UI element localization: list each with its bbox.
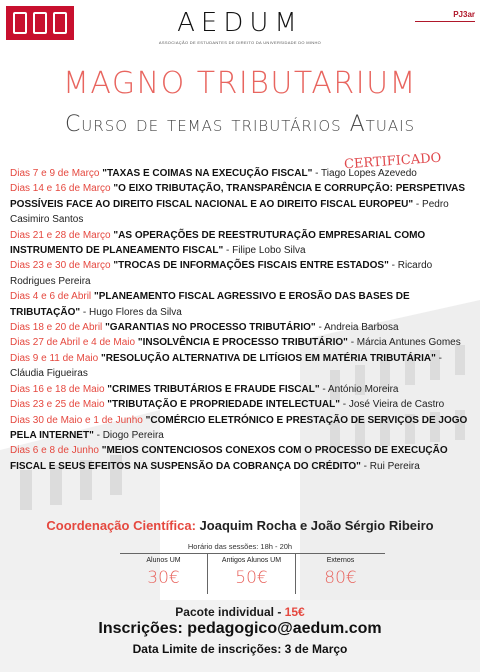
partner-divider bbox=[415, 21, 475, 22]
price-column bbox=[296, 554, 385, 594]
session-date: Dias 4 e 6 de Abril bbox=[10, 291, 92, 303]
session-speaker: - Ricardo Rodrigues Pereira bbox=[10, 260, 433, 287]
session-date: Dias 6 e 8 de Junho bbox=[10, 445, 99, 457]
session-item bbox=[10, 289, 472, 320]
partner-logo bbox=[405, 10, 475, 44]
price-label: Antigos Alunos UM bbox=[221, 557, 282, 564]
session-title: "PLANEAMENTO FISCAL AGRESSIVO E EROSÃO DAS BASES DE TRIBUTAÇÃO" bbox=[10, 291, 410, 318]
session-speaker: - Pedro Casimiro Santos bbox=[10, 198, 449, 226]
session-item bbox=[10, 181, 472, 227]
session-item bbox=[10, 320, 472, 335]
session-title: "INSOLVÊNCIA E PROCESSO TRIBUTÁRIO" bbox=[137, 337, 348, 349]
session-speaker: - Andreia Barbosa bbox=[315, 322, 399, 334]
session-date: Dias 30 de Maio e 1 de Junho bbox=[10, 414, 143, 426]
session-date: Dias 7 e 9 de Março bbox=[10, 168, 100, 179]
program-list bbox=[10, 166, 472, 474]
certificado-stamp: CERTIFICADO bbox=[343, 150, 442, 173]
session-speaker: -Cláudia Figueiras bbox=[10, 352, 442, 380]
coordination-line bbox=[0, 518, 480, 533]
session-speaker: - Hugo Flores da Silva bbox=[80, 306, 182, 318]
partner-name: PJ3ar bbox=[453, 10, 475, 19]
session-speaker: - José Vieira de Castro bbox=[339, 399, 445, 411]
session-schedule: Horário das sessões: 18h - 20h bbox=[187, 542, 293, 551]
page-title: MAGNO TRIBUTARIUM bbox=[63, 66, 417, 101]
session-title: "TAXAS E COIMAS NA EXECUÇÃO FISCAL" bbox=[102, 168, 313, 179]
session-speaker: - Diogo Pereira bbox=[93, 429, 164, 441]
price-column bbox=[208, 554, 296, 594]
session-item bbox=[10, 443, 472, 474]
session-title: "RESOLUÇÃO ALTERNATIVA DE LITÍGIOS EM MATÉRIA TRIBUTÁRIA" bbox=[100, 352, 436, 364]
coordination-names: Joaquim Rocha e João Sérgio Ribeiro bbox=[199, 518, 434, 533]
registration-contact: Inscrições: pedagogico@aedum.com bbox=[98, 620, 382, 637]
session-item bbox=[10, 351, 472, 382]
price-table bbox=[120, 553, 385, 593]
session-date: Dias 23 e 30 de Março bbox=[10, 260, 111, 272]
session-item bbox=[10, 397, 472, 412]
session-item bbox=[10, 258, 472, 289]
session-speaker: - António Moreira bbox=[319, 383, 399, 395]
session-item bbox=[10, 166, 472, 181]
logo-mark-icon bbox=[33, 12, 47, 34]
session-date: Dias 16 e 18 de Maio bbox=[10, 383, 105, 395]
session-speaker: - Rui Pereira bbox=[360, 460, 420, 472]
session-speaker: - Filipe Lobo Silva bbox=[223, 245, 306, 257]
session-item bbox=[10, 335, 472, 350]
session-title: "MEIOS CONTENCIOSOS CONEXOS COM O PROCESSO DE EXECUÇÃO FISCAL E SEUS EFEITOS NA SUSPENSÃO DA COBRANÇA DO CRÉDITO" bbox=[10, 445, 448, 472]
session-title: "GARANTIAS NO PROCESSO TRIBUTÁRIO" bbox=[105, 322, 316, 334]
session-date: Dias 27 de Abril e 4 de Maio bbox=[10, 337, 136, 349]
aedum-logo bbox=[150, 8, 330, 45]
session-title: "TRIBUTAÇÃO E PROPRIEDADE INTELECTUAL" bbox=[107, 399, 340, 411]
price-value: 50€ bbox=[235, 568, 268, 588]
session-date: Dias 18 e 20 de Abril bbox=[10, 322, 103, 334]
coordination-label: Coordenação Científica: bbox=[46, 518, 196, 533]
price-label: Alunos UM bbox=[146, 557, 181, 564]
university-logo bbox=[6, 6, 74, 40]
price-column bbox=[120, 554, 208, 594]
session-title: "AS OPERAÇÕES DE REESTRUTURAÇÃO EMPRESARIAL COMO INSTRUMENTO DE PLANEAMENTO FISCAL" bbox=[10, 229, 426, 257]
session-item bbox=[10, 228, 472, 259]
logo-mark-icon bbox=[13, 12, 27, 34]
package-label: Pacote individual - bbox=[175, 605, 285, 619]
session-speaker: - Tiago Lopes Azevedo bbox=[312, 168, 417, 179]
session-date: Dias 14 e 16 de Março bbox=[10, 183, 111, 195]
session-title: "COMÉRCIO ELETRÓNICO E PRESTAÇÃO DE SERVIÇOS DE JOGO PELA INTERNET" bbox=[10, 414, 468, 441]
registration-deadline: Data Limite de inscrições: 3 de Março bbox=[132, 642, 348, 656]
aedum-brand: AEDUM bbox=[177, 8, 303, 38]
session-title: "O EIXO TRIBUTAÇÃO, TRANSPARÊNCIA E CORRUPÇÃO: PERSPETIVAS POSSÍVEIS FACE AO DIREITO FISCAL NACIONAL E AO DIREITO FISCAL EUROPEU" bbox=[10, 183, 466, 210]
session-title: "CRIMES TRIBUTÁRIOS E FRAUDE FISCAL" bbox=[107, 383, 320, 395]
individual-package bbox=[0, 605, 480, 619]
session-date: Dias 9 e 11 de Maio bbox=[10, 352, 99, 364]
session-item bbox=[10, 382, 472, 397]
price-value: 80€ bbox=[324, 568, 357, 588]
price-label: Externos bbox=[326, 557, 355, 564]
session-item bbox=[10, 413, 472, 444]
session-speaker: - Márcia Antunes Gomes bbox=[347, 337, 461, 349]
package-price: 15€ bbox=[284, 605, 305, 619]
session-date: Dias 23 e 25 de Maio bbox=[10, 399, 105, 411]
page-subtitle: Curso de temas tributários Atuais bbox=[64, 112, 416, 137]
session-title: "TROCAS DE INFORMAÇÕES FISCAIS ENTRE ESTADOS" bbox=[113, 260, 389, 272]
aedum-subtitle: ASSOCIAÇÃO DE ESTUDANTES DE DIREITO DA UNIVERSIDADE DO MINHO bbox=[158, 40, 322, 45]
logo-mark-icon bbox=[53, 12, 67, 34]
session-date: Dias 21 e 28 de Março bbox=[10, 229, 111, 241]
price-value: 30€ bbox=[147, 568, 180, 588]
